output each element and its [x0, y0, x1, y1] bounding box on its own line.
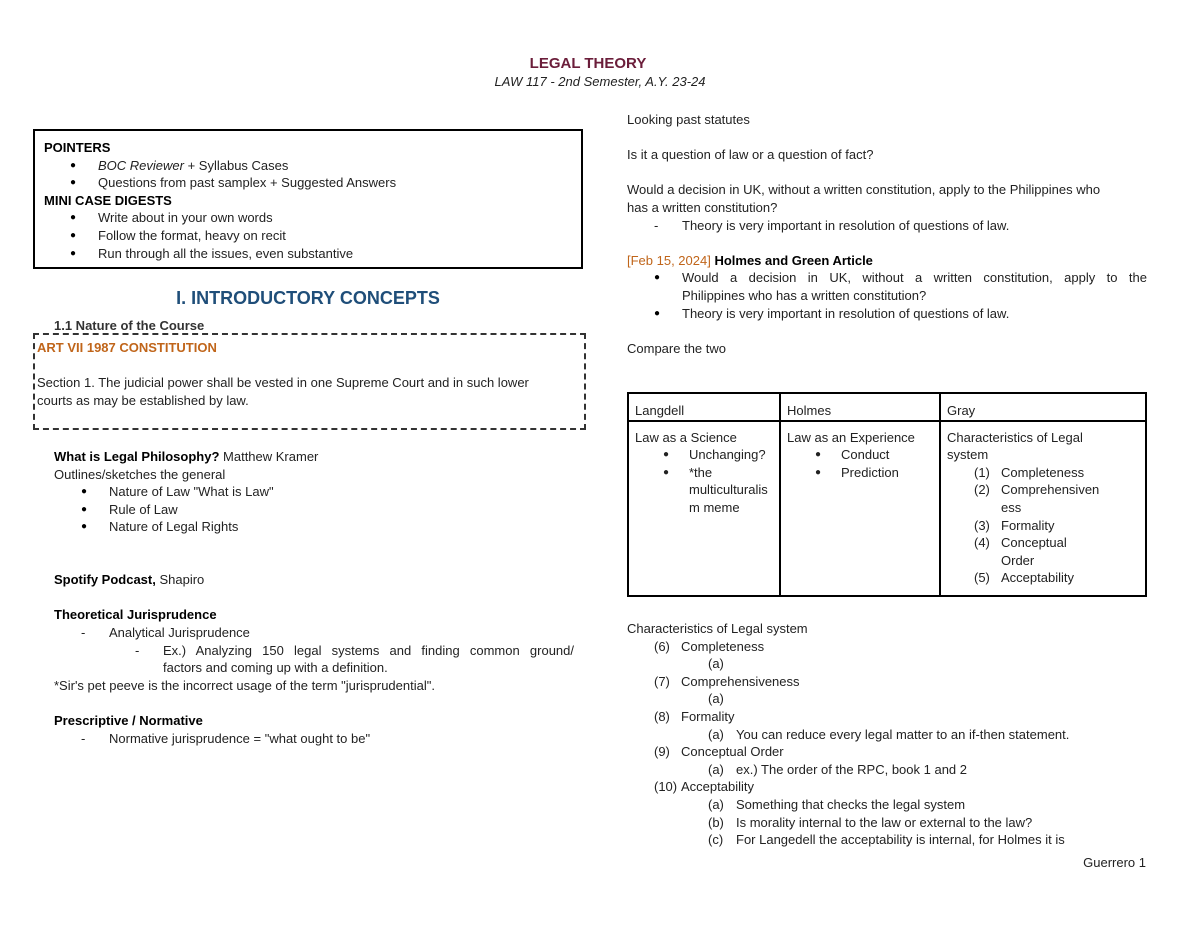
list-item: (6) Completeness — [654, 638, 765, 654]
list-item: ● Prediction — [787, 464, 933, 482]
paragraph: Is it a question of law or a question of fact? — [627, 147, 874, 163]
article-title: ART VII 1987 CONSTITUTION — [37, 340, 217, 355]
paragraph: has a written constitution? — [627, 199, 778, 215]
sub-list-item: (a) — [708, 656, 724, 672]
document-subtitle: LAW 117 - 2nd Semester, A.Y. 23-24 — [494, 74, 706, 89]
cell-title: Characteristics of Legal — [947, 429, 1083, 445]
pointers-box — [33, 129, 583, 269]
list-item: ● Unchanging? — [635, 446, 773, 464]
page-footer: Guerrero 1 — [1083, 855, 1146, 870]
list-item-continuation: multiculturalis — [689, 482, 768, 498]
list-item: ● Theory is very important in resolution of questions of law. — [627, 305, 1147, 323]
list-item-continuation: factors and coming up with a definition. — [163, 660, 388, 676]
list-item: ● Conduct — [787, 446, 933, 464]
sub-list-item: (a) You can reduce every legal matter to an if-then statement. — [708, 726, 1070, 742]
cell-title: Law as an Experience — [787, 429, 915, 445]
table-cell-gray — [940, 421, 1146, 596]
list-item: ● Follow the format, heavy on recit — [44, 227, 573, 245]
section-text-line: Section 1. The judicial power shall be vested in one Supreme Court and in such lower — [37, 375, 529, 391]
list-item-continuation: Order — [1001, 552, 1035, 568]
sub-list-item: (a) Something that checks the legal system — [708, 796, 966, 812]
list-item-continuation: ess — [1001, 499, 1022, 515]
list-item-continuation: m meme — [689, 499, 740, 515]
list-item: (10) Acceptability — [654, 779, 754, 795]
table-header-cell: Langdell — [628, 393, 780, 421]
list-item: ● Nature of Legal Rights — [54, 518, 574, 536]
list-item: (4) Conceptual — [974, 535, 1067, 551]
characteristics-title: Characteristics of Legal system — [627, 621, 808, 636]
left-column — [54, 448, 574, 747]
table-header-row — [628, 393, 1146, 421]
right-column — [627, 111, 1147, 357]
list-item: ● Questions from past samplex + Suggested Answers — [44, 174, 573, 192]
sub-list-item: (b) Is morality internal to the law or external to the law? — [708, 814, 1033, 830]
list-item: ● Run through all the issues, even substantive — [44, 245, 573, 263]
legal-philosophy-line: What is Legal Philosophy? Matthew Kramer — [54, 449, 319, 464]
constitution-box — [33, 333, 586, 430]
table-cell-langdell — [628, 421, 780, 596]
paragraph: Would a decision in UK, without a written constitution, apply to the Philippines who — [627, 182, 1101, 198]
list-item: ● Would a decision in UK, without a written constitution, apply to the — [627, 269, 1147, 287]
subsection-title: 1.1 Nature of the Course — [54, 318, 205, 333]
sub-list-item: (a) ex.) The order of the RPC, book 1 and 2 — [708, 761, 968, 777]
section-title: I. INTRODUCTORY CONCEPTS — [176, 288, 440, 308]
outlines-line: Outlines/sketches the general — [54, 466, 226, 482]
list-item: ● Write about in your own words — [44, 209, 573, 227]
list-item: - Theory is very important in resolution of questions of law. — [627, 217, 1147, 235]
paragraph: Looking past statutes — [627, 112, 750, 127]
table-cell-holmes — [780, 421, 940, 596]
list-item: ● BOC Reviewer + Syllabus Cases — [44, 157, 573, 175]
sub-list-item: (c) For Langedell the acceptability is internal, for Holmes it is — [708, 832, 1065, 848]
list-item: (7) Comprehensiveness — [654, 673, 800, 689]
list-item: - Analytical Jurisprudence — [54, 624, 574, 642]
article-heading: [Feb 15, 2024] Holmes and Green Article — [627, 252, 873, 268]
spotify-podcast-line: Spotify Podcast, Shapiro — [54, 572, 205, 588]
prescriptive-heading: Prescriptive / Normative — [54, 712, 203, 728]
table-row — [628, 421, 1146, 596]
list-item: (3) Formality — [974, 517, 1055, 533]
characteristics-list — [627, 620, 1147, 849]
list-item: - Normative jurisprudence = "what ought to be" — [54, 730, 574, 748]
list-item-continuation: Philippines who has a written constitution? — [682, 287, 927, 303]
document-title: LEGAL THEORY — [529, 55, 647, 72]
cell-title: Law as a Science — [635, 429, 737, 445]
sub-list-item: (a) — [708, 691, 724, 707]
list-item: ● Rule of Law — [54, 501, 574, 519]
pointers-heading: POINTERS — [44, 140, 111, 155]
list-item: (1) Completeness — [974, 464, 1085, 480]
pet-peeve-note: *Sir's pet peeve is the incorrect usage of the term "jurisprudential". — [54, 677, 435, 693]
list-item: - Ex.) Analyzing 150 legal systems and finding common ground/ — [54, 642, 574, 660]
cell-title: system — [947, 447, 989, 463]
paragraph: Compare the two — [627, 340, 726, 356]
list-item: (8) Formality — [654, 708, 735, 724]
comparison-table — [627, 392, 1147, 597]
list-item: (5) Acceptability — [974, 570, 1074, 586]
list-item: ● *the — [635, 464, 773, 482]
list-item: (9) Conceptual Order — [654, 744, 784, 760]
theoretical-jurisprudence-heading: Theoretical Jurisprudence — [54, 607, 217, 623]
mini-case-digests-heading: MINI CASE DIGESTS — [44, 192, 172, 208]
list-item: (2) Comprehensiven — [974, 482, 1100, 498]
list-item: ● Nature of Law "What is Law" — [54, 483, 574, 501]
table-header-cell: Holmes — [780, 393, 940, 421]
section-text-line: courts as may be established by law. — [37, 392, 249, 408]
table-header-cell: Gray — [940, 393, 1146, 421]
